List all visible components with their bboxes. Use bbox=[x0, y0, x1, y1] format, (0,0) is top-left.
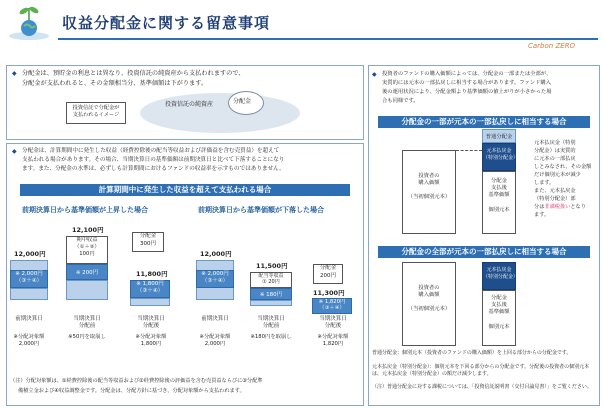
bar-prev-bottom bbox=[10, 288, 48, 300]
p1-note: します。 bbox=[534, 180, 555, 186]
note-label: ※分配対象額 1,820円 bbox=[317, 334, 349, 347]
definition-1: 普通分配金：個別元本（投資者のファンドの購入価額）を上回る部分からの分配金です。 bbox=[372, 350, 572, 356]
section-band: 分配金の一部が元本の一部払戻しに相当する場合 bbox=[378, 116, 590, 128]
subheading-right: 前期決算日から基準価額が下落した場合 bbox=[198, 206, 324, 214]
tax-exempt-highlight: 非課税扱い bbox=[544, 204, 571, 210]
value-label: 12,000円 bbox=[200, 250, 232, 258]
dist-callout: 分配金 300円 bbox=[132, 232, 164, 252]
p1-note: （特別分配金）部 bbox=[534, 196, 576, 202]
bullet-icon: ◆ bbox=[12, 148, 17, 155]
value-label: 11,300円 bbox=[313, 289, 345, 297]
principal-return-box: 元本払戻金 （特別分配金） bbox=[482, 143, 516, 171]
bar-prev-reserve: ※ 2,000円 （③＋④） bbox=[196, 270, 234, 288]
nav-label: 投資信託の純資産 bbox=[165, 101, 214, 108]
header-underline bbox=[58, 38, 598, 40]
definition-3: （注）普通分配金に対する課税については、「投資信託説明書（交付目論見書）」をご覧ください。 bbox=[372, 384, 592, 390]
sec1-line2: 分配金が支払われると、その金額相当分、基準価額は下がります。 bbox=[22, 80, 208, 87]
date-label: 当期決算日 分配前 bbox=[257, 316, 285, 330]
p1-note: だけ個別元本が減少 bbox=[534, 172, 581, 178]
p1-note: に元本の一部払戻 bbox=[534, 156, 576, 162]
sec3-line1: 投資者のファンドの購入価額によっては、分配金の一部または全部が、 bbox=[382, 71, 552, 77]
sec2-line1: 分配金は、計算期間中に発生した収益（経費控除後の配当等収益および評価益を含む売買益）を超えて bbox=[22, 148, 280, 154]
income-box: 期中収益 （①＋②） 100円 bbox=[66, 236, 108, 264]
p1-note: また、元本払戻金 bbox=[534, 188, 576, 194]
bar-before-reserve: ※ 180円 bbox=[250, 288, 292, 300]
bullet-icon: ◆ bbox=[372, 71, 377, 78]
sec3-line2: 実質的には元本の一部払戻しに相当する場合があります。ファンド購入 bbox=[382, 80, 551, 86]
p1-note: しとみなされ、その金額 bbox=[534, 164, 592, 170]
bar-after-reserve: ※ 1,820円 （③＋④） bbox=[312, 298, 352, 314]
definition-2: 元本払戻金（特別分配金）：個別元本を下回る部分からの分配金です。分配後の投資者の個別元本は、元本払戻金（特別分配金）の額だけ減少します。 bbox=[372, 364, 590, 377]
p1-note: ます。 bbox=[534, 212, 550, 218]
carbon-zero-logo: Carbon ZERO bbox=[528, 42, 576, 50]
bar-before-base bbox=[66, 280, 108, 300]
sec3-line4: 合も同様です。 bbox=[382, 98, 419, 104]
subheading-left: 前期決算日から基準価額が上昇した場合 bbox=[22, 206, 148, 214]
note-label: ※50円を取崩し bbox=[68, 334, 106, 340]
sec2-line3: ます。また、分配金の水準は、必ずしも計算期間におけるファンドの収益率を示すものではありません。 bbox=[22, 166, 285, 172]
bar-before-base bbox=[250, 300, 292, 306]
page-title: 収益分配金に関する留意事項 bbox=[62, 14, 271, 32]
sec3-line3: 後の運用状況により、分配金額より基準価額の値上がりが小さかった場 bbox=[382, 89, 552, 95]
bar-prev-reserve: ※ 2,000円 （③＋④） bbox=[10, 270, 48, 288]
section-band: 分配金の全部が元本の一部払戻しに相当する場合 bbox=[378, 246, 590, 258]
date-label: 当期決算日 分配後 bbox=[137, 316, 165, 330]
fund-ellipse bbox=[140, 93, 300, 133]
bullet-icon: ◆ bbox=[12, 70, 17, 77]
date-label: 当期決算日 分配後 bbox=[319, 316, 347, 330]
date-label: 前期決算日 bbox=[201, 316, 229, 322]
note-label: ※分配対象額 1,800円 bbox=[135, 334, 167, 347]
purchase-price-box: 投資者の 購入価額 （当初個別元本） bbox=[402, 262, 456, 346]
ordinary-distribution: 普通分配金 bbox=[482, 129, 516, 143]
distribution-label: 分配金 bbox=[233, 98, 252, 105]
dashed-guide bbox=[456, 150, 482, 151]
dist-callout: 分配金 200円 bbox=[313, 264, 343, 284]
note-label: ※180円を取崩し bbox=[250, 334, 292, 340]
sec2-line2: 支払われる場合があります。その場合、当期決算日の基準価額は前期決算日と比べて下落することになり bbox=[22, 157, 285, 163]
bar-before-reserve: ※ 200円 bbox=[66, 264, 108, 280]
fund-image-label: 投資信託で分配金が 支払われるイメージ bbox=[66, 102, 126, 124]
section-distribution-exceeding-income bbox=[6, 143, 364, 406]
income-box: 配当等収益 ① 20円 bbox=[250, 272, 292, 288]
plant-globe-logo bbox=[6, 2, 52, 42]
section-band: 計算期間中に発生した収益を超えて支払われる場合 bbox=[20, 184, 350, 196]
bar-after-reserve: ※ 1,800円 （③＋④） bbox=[130, 280, 170, 298]
post-distribution-box: 分配金 支払後 基準価額 個別元本 bbox=[482, 290, 516, 346]
p1-note: 元本払戻金（特別 bbox=[534, 140, 576, 146]
note-label: ※分配対象額 2,000円 bbox=[199, 334, 231, 347]
footnote-line1: （注）分配対象額は、①経費控除後の配当等収益および②経費控除後の評価益を含む売買益ならびに③分配準 bbox=[10, 378, 263, 384]
sec1-line1: 分配金は、預貯金の利息とは異なり、投資信託の純資産から支払われますので、 bbox=[22, 70, 245, 77]
date-label: 当期決算日 分配前 bbox=[73, 316, 101, 330]
value-label: 12,100円 bbox=[72, 226, 104, 234]
value-label: 11,800円 bbox=[136, 270, 168, 278]
p1-note: 分配金）は実質的 bbox=[534, 148, 576, 154]
footnote-line2: 備積立金および④収益調整金です。分配金は、分配方針に基づき、分配対象額から支払われます。 bbox=[18, 388, 245, 394]
bar-after-base bbox=[130, 298, 170, 306]
value-label: 11,500円 bbox=[256, 262, 288, 270]
value-label: 12,000円 bbox=[14, 250, 46, 258]
principal-return-box: 元本払戻金 （特別分配金） bbox=[482, 262, 516, 290]
note-label: ※分配対象額 2,000円 bbox=[13, 334, 45, 347]
date-label: 前期決算日 bbox=[15, 316, 43, 322]
post-distribution-box: 分配金 支払後 基準価額 個別元本 bbox=[482, 171, 516, 234]
purchase-price-box: 投資者の 購入価額 （当初個別元本） bbox=[402, 150, 456, 234]
p1-note: 分は非課税扱いとなり bbox=[534, 204, 586, 210]
